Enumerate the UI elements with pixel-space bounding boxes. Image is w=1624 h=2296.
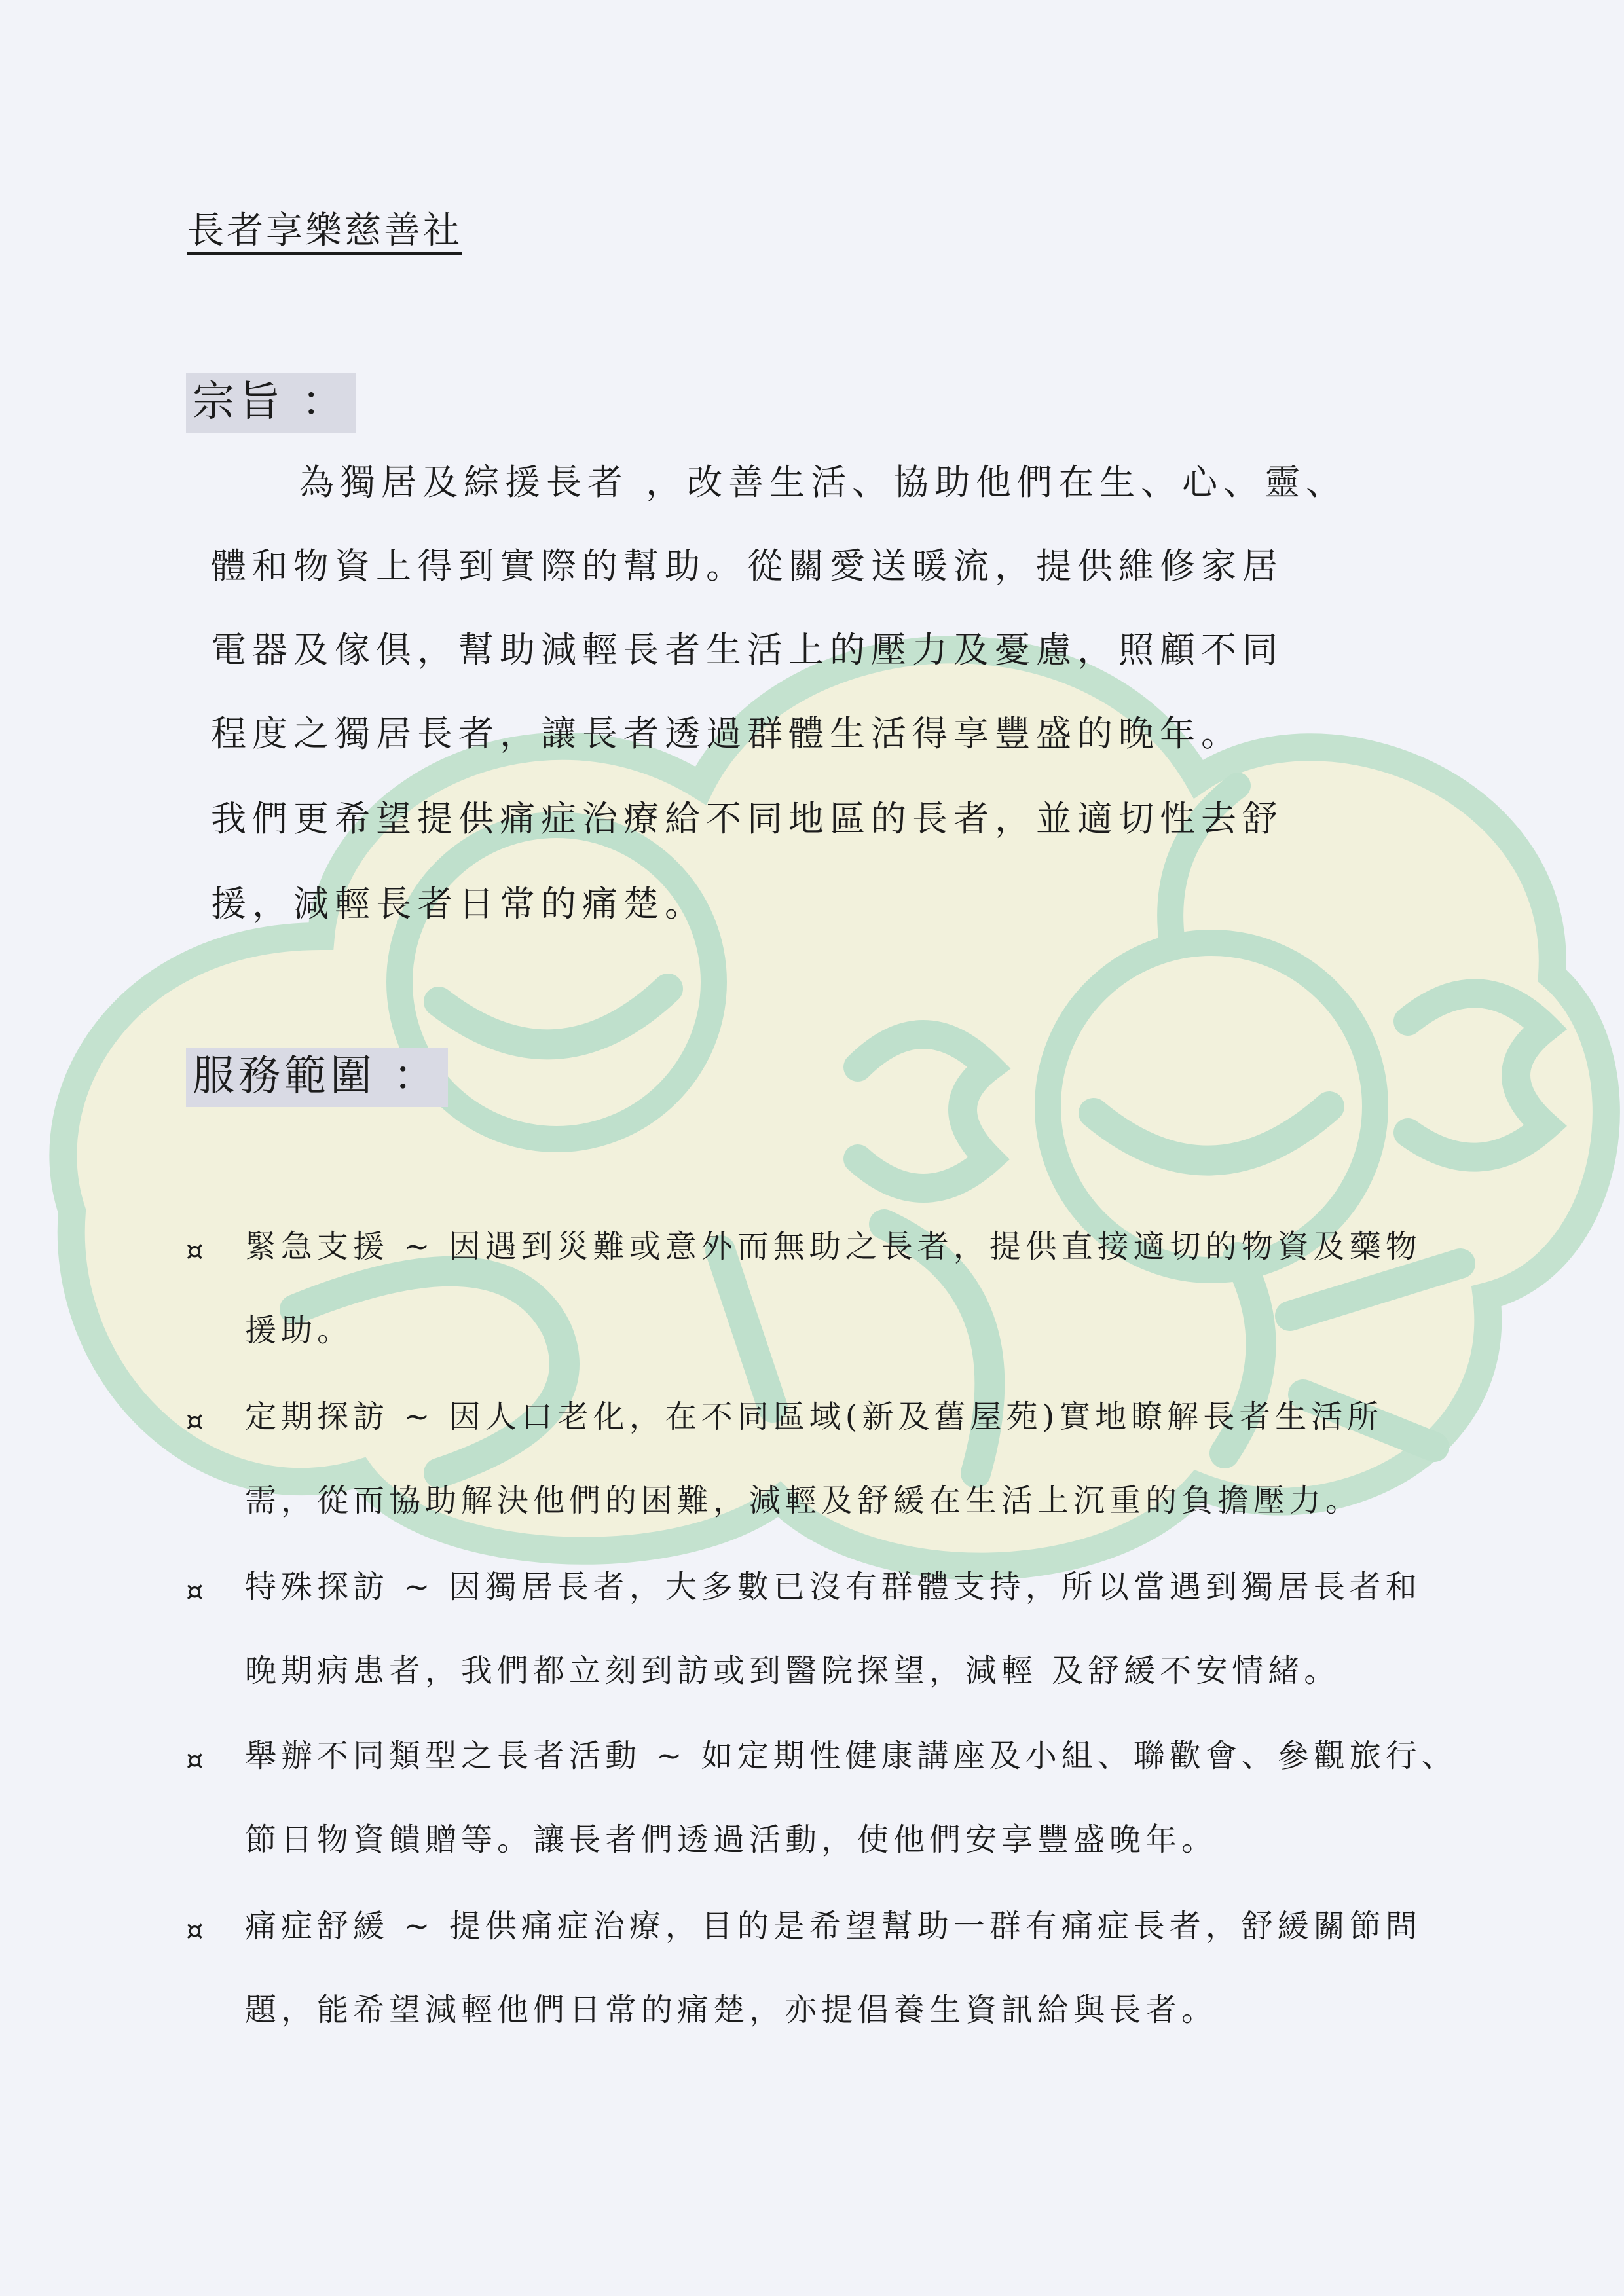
purpose-line-1: 為獨居及綜援長者 ，改善生活、協助他們在生、心、靈、	[299, 462, 1348, 503]
list-item-text: 舉辦不同類型之長者活動 ~ 如定期性健康講座及小組、聯歡會、參觀旅行、	[245, 1738, 1458, 1774]
list-item-text: 定期探訪 ~ 因人口老化，在不同區域(新及舊屋苑)實地瞭解長者生活所	[245, 1398, 1384, 1435]
scope-heading: 服務範圍 ：	[186, 1048, 448, 1107]
list-item-text: 痛症舒緩 ~ 提供痛症治療，目的是希望幫助一群有痛症長者，舒緩關節問	[245, 1908, 1422, 1944]
bullet-icon: ¤	[186, 1744, 204, 1776]
bullet-icon: ¤	[186, 1575, 204, 1607]
purpose-heading: 宗旨 ：	[186, 373, 356, 433]
list-item-text: 題，能希望減輕他們日常的痛楚，亦提倡養生資訊給與長者。	[245, 1992, 1218, 2028]
purpose-line-6: 援，減輕長者日常的痛楚。	[211, 883, 706, 924]
list-item-text: 援助。	[245, 1312, 354, 1349]
list-item-text: 晚期病患者，我們都立刻到訪或到醫院探望，減輕 及舒緩不安情緒。	[245, 1652, 1340, 1689]
purpose-line-2: 體和物資上得到實際的幫助。從關愛送暖流，提供維修家居	[211, 545, 1283, 587]
list-item-text: 緊急支援 ~ 因遇到災難或意外而無助之長者，提供直接適切的物資及藥物	[245, 1228, 1422, 1265]
bullet-icon: ¤	[186, 1235, 204, 1267]
list-item-text: 特殊探訪 ~ 因獨居長者，大多數已沒有群體支持，所以當遇到獨居長者和	[245, 1569, 1422, 1605]
bullet-icon: ¤	[186, 1405, 204, 1437]
purpose-line-4: 程度之獨居長者，讓長者透過群體生活得享豐盛的晚年。	[211, 713, 1242, 754]
purpose-line-5: 我們更希望提供痛症治療給不同地區的長者，並適切性去舒	[211, 798, 1283, 839]
bullet-icon: ¤	[186, 1914, 204, 1946]
list-item-text: 節日物資饋贈等。讓長者們透過活動，使他們安享豐盛晚年。	[245, 1821, 1218, 1858]
list-item-text: 需，從而協助解決他們的困難，減輕及舒緩在生活上沉重的負擔壓力。	[245, 1482, 1362, 1519]
page-title: 長者享樂慈善社	[187, 210, 462, 252]
purpose-line-3: 電器及傢俱，幫助減輕長者生活上的壓力及憂慮，照顧不同	[211, 629, 1283, 670]
